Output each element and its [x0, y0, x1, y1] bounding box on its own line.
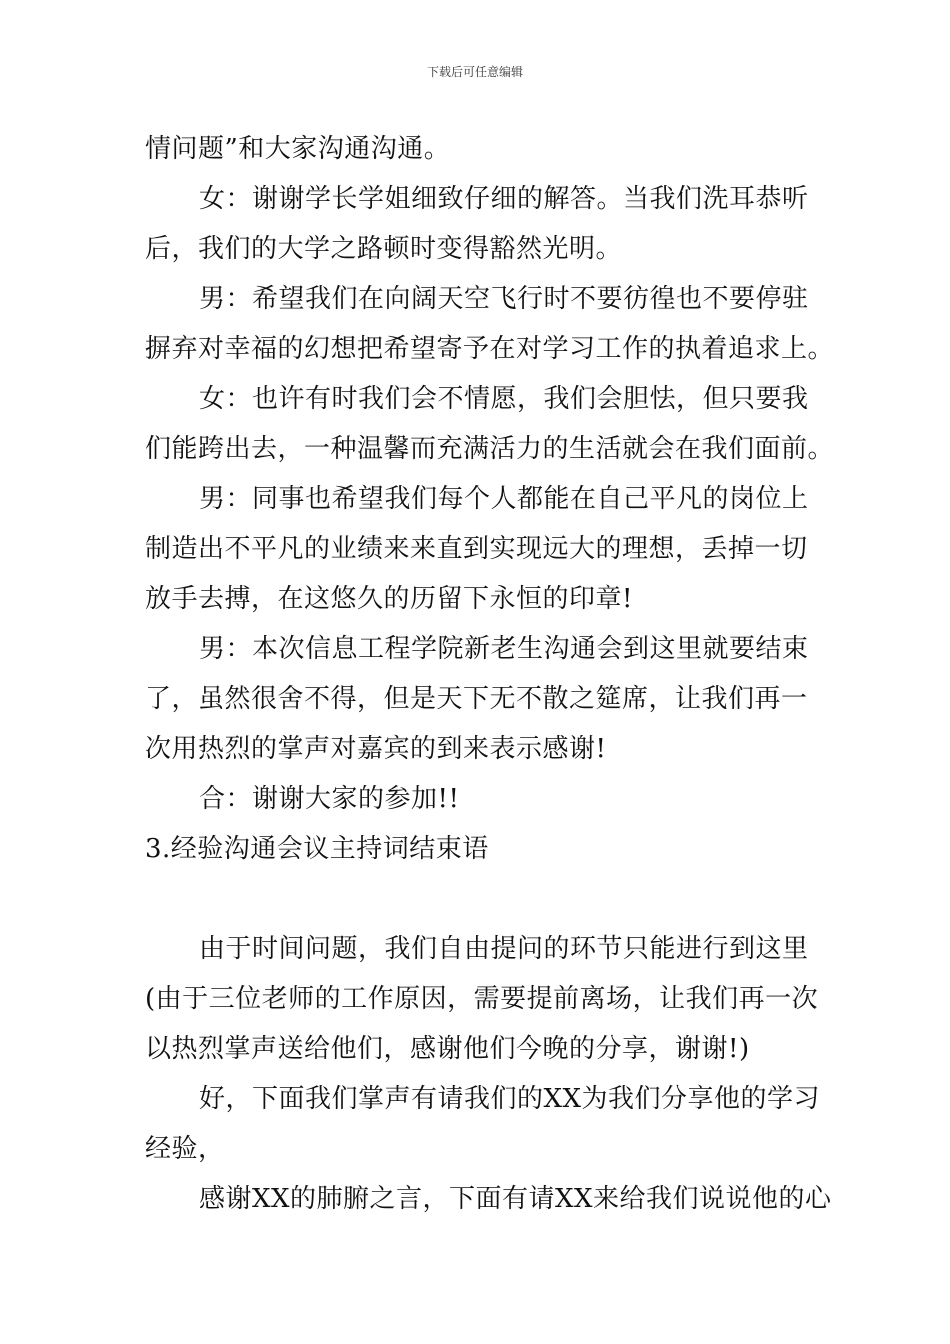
- paragraph-line: 男：同事也希望我们每个人都能在自己平凡的岗位上: [199, 484, 809, 514]
- paragraph-line: 次用热烈的掌声对嘉宾的到来表示感谢!: [145, 734, 607, 764]
- page-header: 下载后可任意编辑: [426, 65, 523, 79]
- paragraph-line: 男：本次信息工程学院新老生沟通会到这里就要结束: [199, 634, 809, 664]
- paragraph-line: 感谢XX的肺腑之言，下面有请XX来给我们说说他的心: [199, 1184, 832, 1214]
- paragraph-line: 由于时间问题，我们自由提问的环节只能进行到这里: [199, 934, 809, 964]
- paragraph-line: 女：也许有时我们会不情愿，我们会胆怯，但只要我: [199, 384, 809, 414]
- section-heading: 3.经验沟通会议主持词结束语: [145, 834, 489, 864]
- paragraph-line: 好，下面我们掌声有请我们的XX为我们分享他的学习: [199, 1084, 821, 1114]
- document-body: [145, 124, 835, 1224]
- paragraph-line: 情问题”和大家沟通沟通。: [145, 134, 451, 164]
- paragraph-line: 经验，: [145, 1134, 225, 1164]
- paragraph-line: 摒弃对幸福的幻想把希望寄予在对学习工作的执着追求上。: [145, 334, 835, 364]
- paragraph-line: 们能跨出去，一种温馨而充满活力的生活就会在我们面前。: [145, 434, 835, 464]
- paragraph-line: 合：谢谢大家的参加!!: [199, 784, 460, 814]
- paragraph-line: 制造出不平凡的业绩来来直到实现远大的理想，丢掉一切: [145, 534, 808, 564]
- paragraph-line: 了，虽然很舍不得，但是天下无不散之筵席，让我们再一: [145, 684, 808, 714]
- blank-line: [145, 874, 807, 924]
- paragraph-line: 男：希望我们在向阔天空飞行时不要彷徨也不要停驻: [199, 284, 809, 314]
- paragraph-line: 以热烈掌声送给他们，感谢他们今晚的分享，谢谢!): [145, 1034, 750, 1064]
- paragraph-line: 女：谢谢学长学姐细致仔细的解答。当我们洗耳恭听: [199, 184, 809, 214]
- paragraph-line: 后，我们的大学之路顿时变得豁然光明。: [145, 234, 623, 264]
- paragraph-line: 放手去搏，在这悠久的历留下永恒的印章!: [145, 584, 633, 614]
- paragraph-line: (由于三位老师的工作原因，需要提前离场，让我们再一次: [145, 984, 819, 1014]
